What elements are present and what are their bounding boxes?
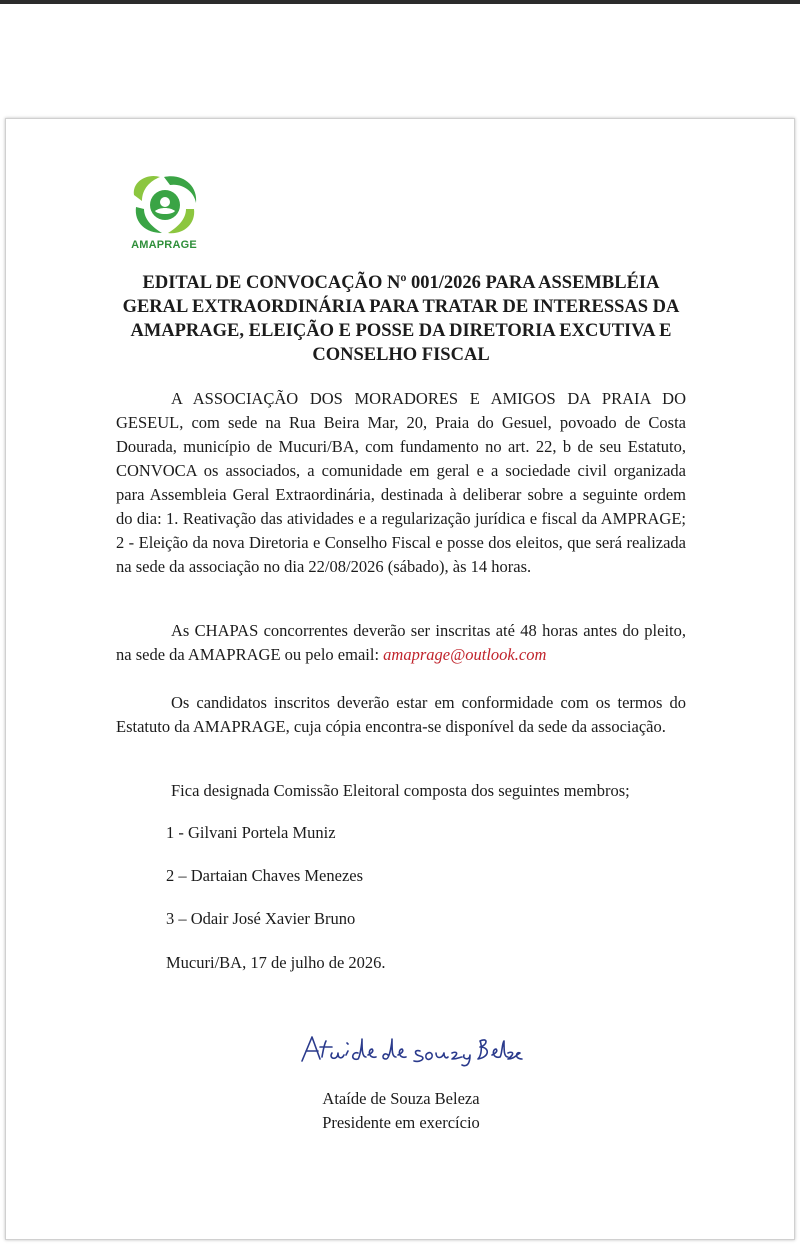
paragraph-commission: Fica designada Comissão Eleitoral composta dos seguintes membros; <box>171 781 630 800</box>
commission-member-2: 2 – Dartaian Chaves Menezes <box>166 866 364 885</box>
commission-member-3: 3 – Odair José Xavier Bruno <box>166 909 356 928</box>
leaf-logo-icon <box>124 171 204 239</box>
document-page <box>5 118 795 1240</box>
signer-role: Presidente em exercício <box>322 1113 480 1132</box>
paragraph-chapas <box>116 619 686 667</box>
amaprage-logo <box>124 171 204 253</box>
signature-icon <box>296 1029 526 1069</box>
top-status-bar <box>0 0 800 4</box>
commission-member-1: 1 - Gilvani Portela Muniz <box>166 823 336 842</box>
email-link[interactable]: amaprage@outlook.com <box>383 645 547 664</box>
paragraph-chapas-text: As CHAPAS concorrentes deverão ser inscritas até 48 horas antes do pleito, na sede da AMAPRAGE ou pelo email: <box>116 621 686 664</box>
paragraph-convocation: A ASSOCIAÇÃO DOS MORADORES E AMIGOS DA PRAIA DO GESEUL, com sede na Rua Beira Mar, 20, Praia do Gesuel, povoado de Costa Dourada, município de Mucuri/BA, com fundamento no art. 22, b de seu Estatuto, CONVOCA os associados, a comunidade em geral e a sociedade civil organizada para Assembleia Geral Extraordinária, destinada à deliberar sobre a seguinte ordem do dia: 1. Reativação das atividades e a regularização jurídica e fiscal da AMPRAGE; 2 - Eleição da nova Diretoria e Conselho Fiscal e posse dos eleitos, que será realizada na sede da associação no dia 22/08/2026 (sábado), às 14 horas. <box>116 389 686 576</box>
document-title: EDITAL DE CONVOCAÇÃO Nº 001/2026 PARA ASSEMBLÉIA GERAL EXTRAORDINÁRIA PARA TRATAR DE INTERESSAS DA AMAPRAGE, ELEIÇÃO E POSSE DA DIRETORIA EXCUTIVA E CONSELHO FISCAL <box>122 273 680 365</box>
signer-name: Ataíde de Souza Beleza <box>322 1089 480 1108</box>
place-and-date: Mucuri/BA, 17 de julho de 2026. <box>166 953 386 972</box>
handwritten-signature <box>296 1029 526 1069</box>
paragraph-candidates: Os candidatos inscritos deverão estar em conformidade com os termos do Estatuto da AMAPRAGE, cuja cópia encontra-se disponível da sede da associação. <box>116 693 686 736</box>
logo-wordmark: AMAPRAGE <box>131 239 197 251</box>
